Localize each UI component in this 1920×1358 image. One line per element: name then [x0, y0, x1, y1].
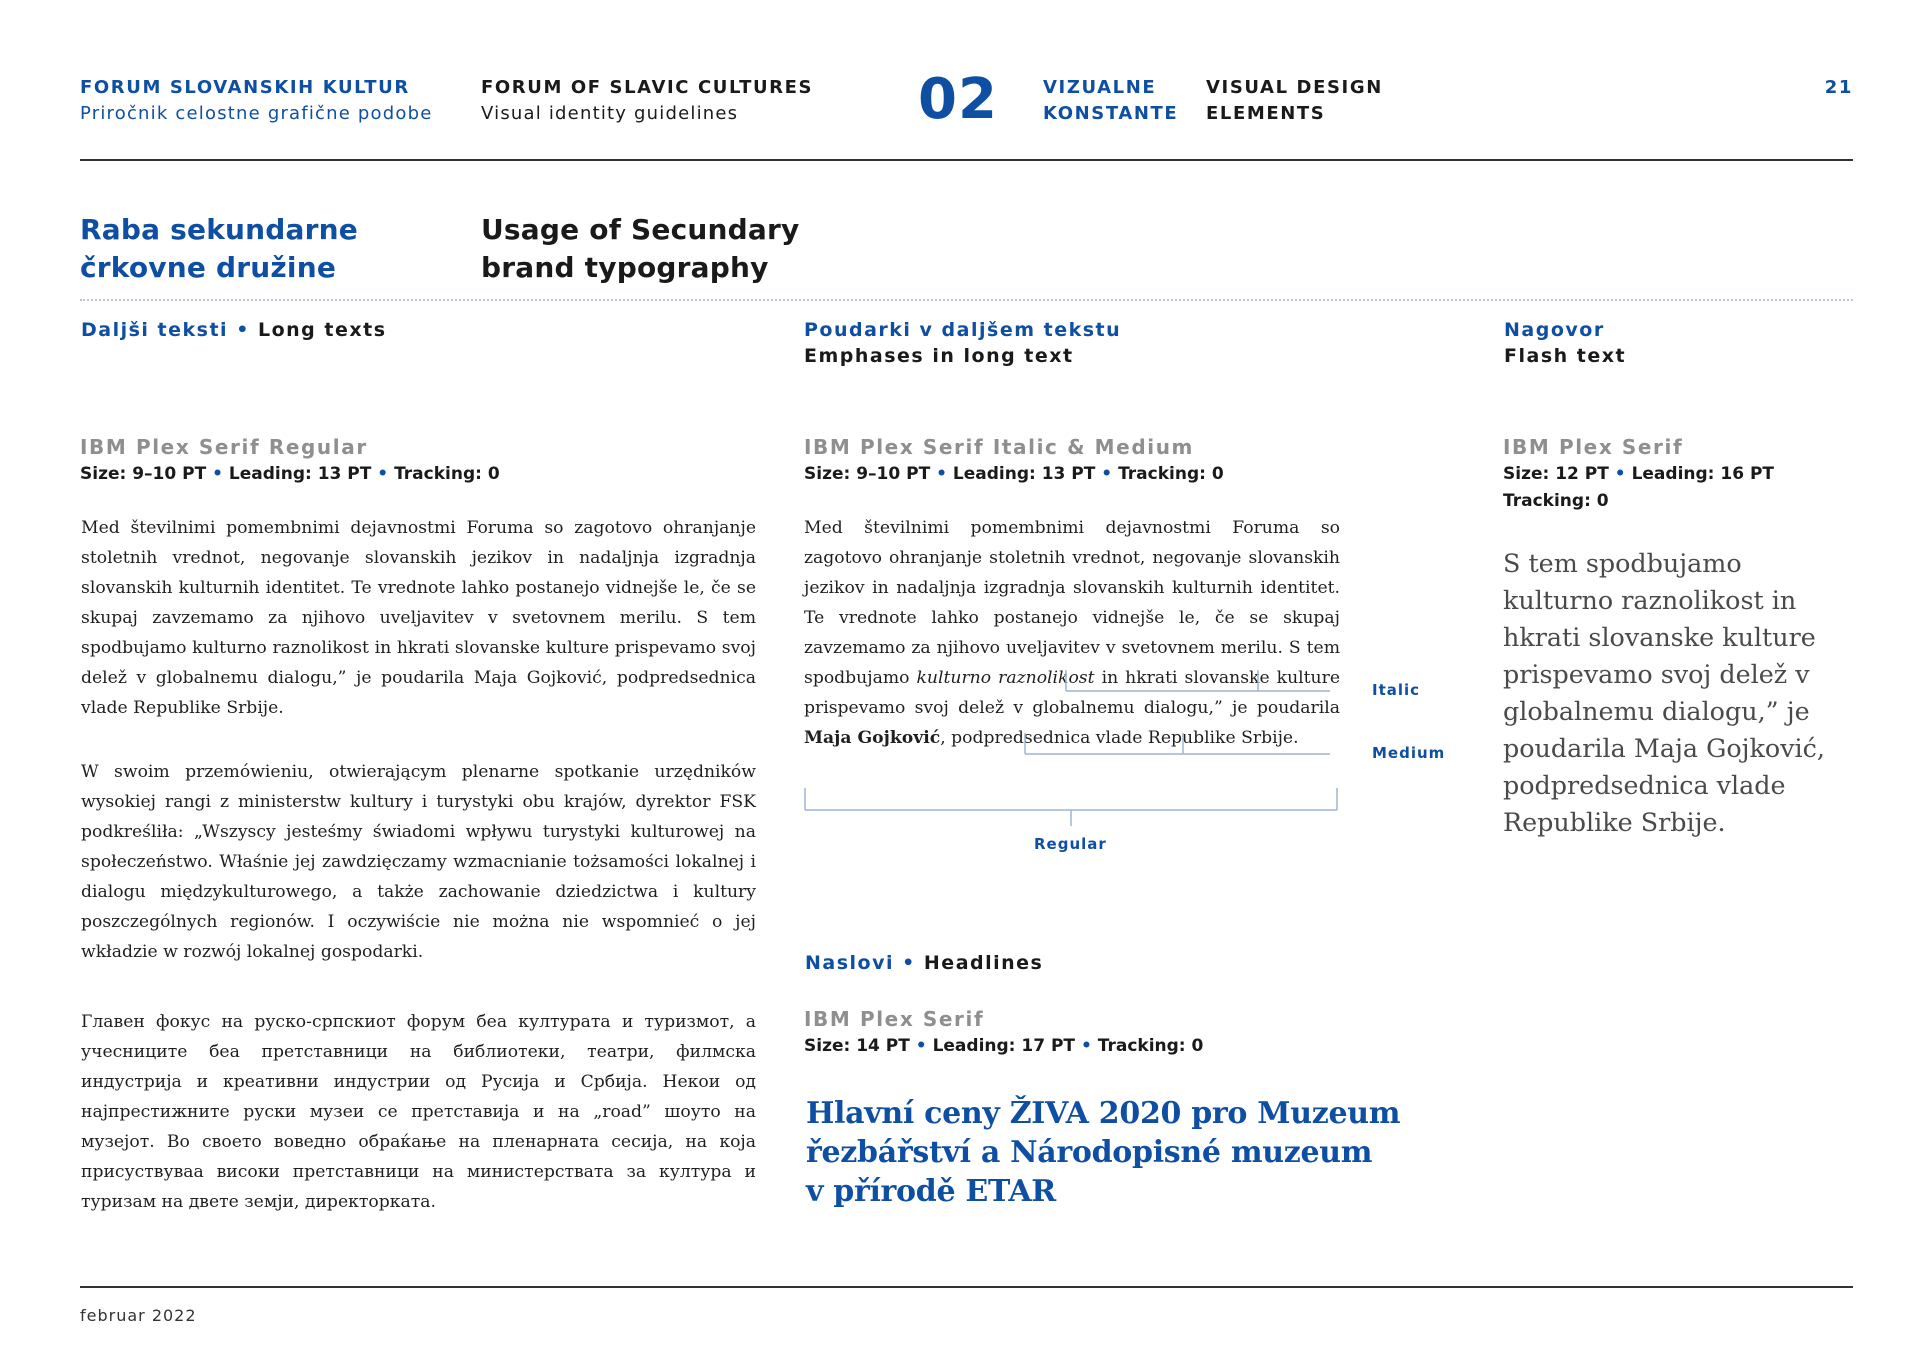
bullet: • [212, 464, 223, 484]
emphases-text-medium: Maja Gojković [804, 728, 941, 748]
page-number: 21 [1824, 77, 1853, 98]
headline-sample-line-3: v přírodě ETAR [806, 1174, 1056, 1209]
emphases-text-regular-1: Med številnimi pomembnimi dejavnostmi Foruma so zagotovo ohranjanje stoletnih vrednot, negovanje slovanskih jezikov in nadaljnja izgradnja slovanskih kulturnih identitet. Te vrednote lahko postanejo vidnejše le, če se skupaj zavzemamo za njihovo uveljavitev v svetovnem merilu. S tem spodbujamo [804, 518, 1340, 688]
emphases-label-sl: Poudarki v daljšem tekstu [804, 319, 1122, 341]
bullet: • [236, 319, 250, 341]
spec-tracking: Tracking: 0 [394, 464, 500, 484]
long-texts-paragraph-macedonian: Главен фокус на руско-српскиот форум беа културата и туризмот, а учесниците беа претставници на библиотеки, театри, филмска индустрија и креативни индустрии од Русија и Србија. Некои од најпрестижните руски музеи се претставија и на „road” шоуто на музејот. Во своето воведно обраќање на пленарната сесија, на која присуствуваа високи претставници на министерствата за култура и туризам на двете земји, директорката. [81, 1012, 756, 1212]
title-divider [80, 299, 1853, 301]
headlines-font-spec [804, 1033, 1203, 1060]
header-en-title: FORUM OF SLAVIC CULTURES [481, 77, 814, 98]
long-texts-label-sl: Daljši teksti [81, 319, 229, 341]
emphases-text-regular-3: , podpredsednica vlade Republike Srbije. [940, 728, 1299, 748]
header-brand-sl [80, 75, 433, 127]
page-title-sl [80, 211, 358, 287]
headline-sample-line-2: řezbářství a Národopisné muzeum [806, 1135, 1373, 1170]
emphases-text-regular-2: in hkrati slovanske kulture prispevamo svoj delež v globalnemu dialogu,” je poudarila [804, 668, 1341, 718]
chapter-number: 02 [918, 67, 998, 132]
bullet: • [915, 1036, 927, 1056]
spec-tracking: Tracking: 0 [1503, 491, 1609, 511]
long-texts-heading [81, 317, 387, 343]
footer-divider [80, 1286, 1853, 1288]
header-brand-en [481, 75, 813, 127]
page-title-sl-line-1: Raba sekundarne [80, 213, 358, 246]
flash-font-name: IBM Plex Serif [1503, 435, 1684, 459]
chapter-en-line-2: ELEMENTS [1206, 103, 1326, 124]
footer-date: februar 2022 [80, 1306, 197, 1325]
spec-leading: Leading: 13 PT [228, 464, 372, 484]
long-texts-font-name: IBM Plex Serif Regular [80, 435, 368, 459]
header-sl-title: FORUM SLOVANSKIH KULTUR [80, 77, 410, 98]
chapter-title-en [1206, 75, 1383, 127]
spec-leading: Leading: 17 PT [932, 1036, 1076, 1056]
headlines-heading [805, 950, 1043, 976]
spec-size: Size: 12 PT [1503, 464, 1609, 484]
annotation-medium: Medium [1372, 744, 1446, 762]
chapter-en-line-1: VISUAL DESIGN [1206, 77, 1383, 98]
page-title-sl-line-2: črkovne družine [80, 251, 337, 284]
annotation-regular: Regular [1034, 835, 1107, 853]
bullet: • [1080, 1036, 1092, 1056]
flash-heading [1504, 317, 1626, 369]
long-texts-paragraph-slovene: Med številnimi pomembnimi dejavnostmi Foruma so zagotovo ohranjanje stoletnih vrednot, negovanje slovanskih jezikov in nadaljnja izgradnja slovanskih kulturnih identitet. Te vrednote lahko postanejo vidnejše le, če se skupaj zavzemamo za njihovo uveljavitev v svetovnem merilu. S tem spodbujamo kulturno raznolikost in hkrati slovanske kulture prispevamo svoj delež v globalnemu dialogu,” je poudarila Maja Gojković, podpredsednica vlade Republike Srbije. [81, 518, 756, 718]
long-texts-label-en: Long texts [257, 319, 387, 341]
spec-size: Size: 14 PT [804, 1036, 910, 1056]
spec-size: Size: 9–10 PT [804, 464, 931, 484]
chapter-sl-line-2: KONSTANTE [1043, 103, 1179, 124]
emphases-font-spec [804, 461, 1224, 488]
bullet: • [902, 952, 916, 974]
emphases-font-name: IBM Plex Serif Italic & Medium [804, 435, 1194, 459]
spec-size: Size: 9–10 PT [80, 464, 207, 484]
bullet: • [1614, 464, 1626, 484]
long-texts-paragraph-polish: W swoim przemówieniu, otwierającym plenarne spotkanie urzędników wysokiej rangi z ministerstw kultury i turystyki obu krajów, dyrektor FSK podkreśliła: „Wszyscy jesteśmy świadomi wpływu turystyki kulturowej na społeczeństwo. Właśnie jej zawdzięczamy wzmacnianie tożsamości lokalnej i dialogu międzykulturowego, a także zachowanie dziedzictwa i kultury poszczególnych regionów. I oczywiście nie można nie wspomnieć o jej wkładzie w rozwój lokalnej gospodarki. [81, 762, 756, 962]
bullet: • [377, 464, 389, 484]
flash-label-sl: Nagovor [1504, 319, 1605, 341]
spec-leading: Leading: 16 PT [1631, 464, 1775, 484]
spec-tracking: Tracking: 0 [1097, 1036, 1204, 1056]
page-title-en-line-2: brand typography [481, 251, 769, 284]
header-en-subtitle: Visual identity guidelines [481, 103, 739, 124]
page-title-en-line-1: Usage of Secundary [481, 213, 800, 246]
headlines-label-sl: Naslovi [805, 952, 894, 974]
header-sl-subtitle: Priročnik celostne grafične podobe [80, 103, 433, 124]
headlines-font-name: IBM Plex Serif [804, 1007, 985, 1031]
headline-sample [806, 1094, 1400, 1211]
long-texts-font-spec [80, 461, 500, 488]
chapter-title-sl [1043, 75, 1178, 127]
emphases-heading [804, 317, 1121, 369]
emphases-text-italic: kulturno raznolikost [916, 668, 1095, 688]
page-title-en [481, 211, 799, 287]
flash-sample-text: S tem spodbujamo kulturno raznolikost in hkrati slovanske kulture prispevamo svoj delež v globalnemu dialogu,” je poudarila Maja Gojković, podpredsednica vlade Republike Srbije. [1503, 548, 1825, 837]
flash-label-en: Flash text [1504, 345, 1627, 367]
flash-font-spec [1503, 461, 1774, 515]
bullet: • [936, 464, 947, 484]
bullet: • [1101, 464, 1113, 484]
annotation-italic: Italic [1372, 681, 1421, 699]
headline-sample-line-1: Hlavní ceny ŽIVA 2020 pro Muzeum [806, 1096, 1401, 1131]
spec-tracking: Tracking: 0 [1118, 464, 1224, 484]
headlines-label-en: Headlines [923, 952, 1044, 974]
chapter-sl-line-1: VIZUALNE [1043, 77, 1157, 98]
spec-leading: Leading: 13 PT [952, 464, 1096, 484]
emphases-annotation-lines [800, 660, 1440, 860]
header-divider [80, 159, 1853, 161]
emphases-label-en: Emphases in long text [804, 345, 1074, 367]
